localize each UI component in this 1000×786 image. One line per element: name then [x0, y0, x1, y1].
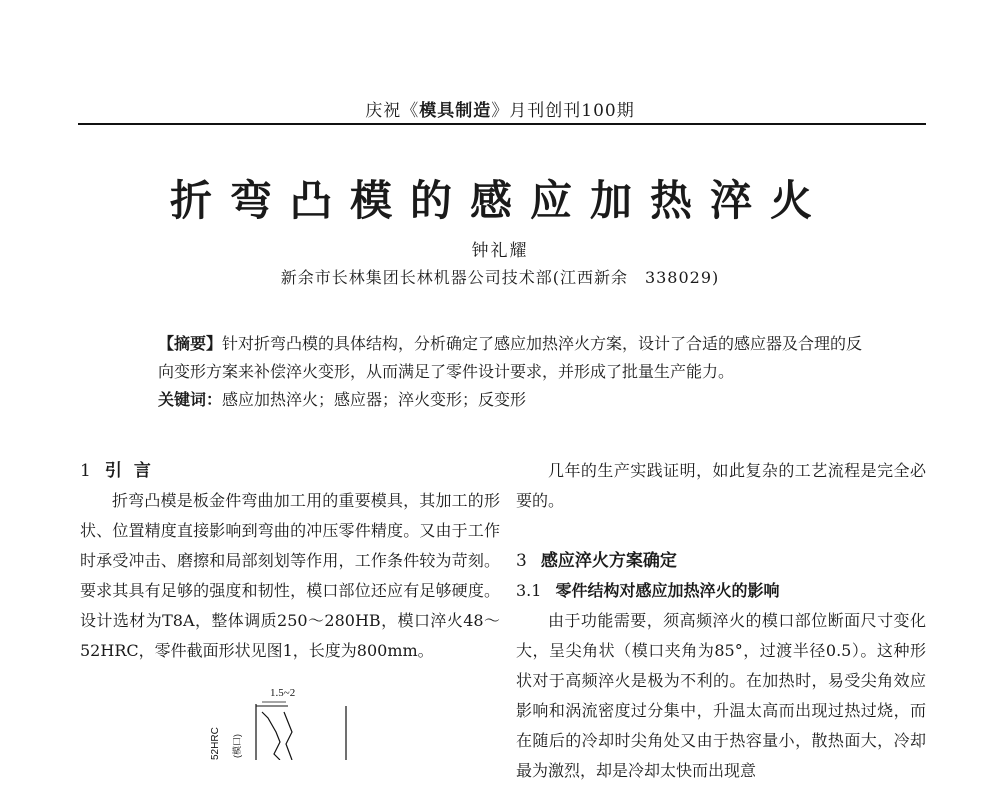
section-3-heading: 3 感应淬火方案确定: [516, 551, 677, 571]
section-3-1-paragraph: 由于功能需要，须高频淬火的模口部位断面尺寸变化大，呈尖角状（模口夹角为85°，过渡半径0.5）。这种形状对于高频淬火是极为不利的。在加热时，易受尖角效应影响和涡流密度过分集中，升温太高而出现过热过烧，而在随后的冷却时尖角处又由于热容量小，散热面大，冷却最为激烈，却是冷却太快而出现意: [516, 611, 926, 780]
abstract-block: [158, 330, 878, 414]
figure-hardness-label: 52HRC: [210, 727, 221, 760]
article-title: 折弯凸模的感应加热淬火: [169, 176, 830, 225]
running-header: 庆祝《模具制造》月刊创刊100期: [365, 101, 635, 121]
figure-dimension-label: 1.5~2: [270, 687, 296, 699]
author-affiliation: 新余市长林集团长林机器公司技术部(江西新余 338029): [280, 268, 720, 287]
author-name: 钟礼耀: [471, 241, 529, 261]
figure-1-cross-section: [196, 682, 396, 760]
keywords-label: 关键词：: [158, 390, 223, 409]
abstract-text: 针对折弯凸模的具体结构，分析确定了感应加热淬火方案，设计了合适的感应器及合理的反向变形方案来补偿淬火变形，从而满足了零件设计要求，并形成了批量生产能力。: [158, 334, 863, 381]
abstract-label: 【摘要】: [158, 334, 223, 353]
continued-paragraph: 几年的生产实践证明，如此复杂的工艺流程是完全必要的。: [516, 461, 926, 510]
keywords-text: 感应加热淬火；感应器；淬火变形；反变形: [222, 390, 527, 409]
header-rule: [78, 123, 926, 125]
left-column: [80, 456, 500, 666]
section-1-heading: 1 引言: [80, 461, 163, 481]
figure-mouth-label: (模口): [232, 734, 242, 758]
right-column: [516, 456, 926, 786]
intro-paragraph: 折弯凸模是板金件弯曲加工用的重要模具，其加工的形状、位置精度直接影响到弯曲的冲压零件精度。又由于工作时承受冲击、磨擦和局部刻划等作用，工作条件较为苛刻。要求其具有足够的强度和韧性，模口部位还应有足够硬度。设计选材为T8A，整体调质250～280HB，模口淬火48～52HRC，零件截面形状见图1，长度为800mm。: [80, 491, 500, 660]
section-3-1-heading: 3.1 零件结构对感应加热淬火的影响: [516, 581, 780, 600]
